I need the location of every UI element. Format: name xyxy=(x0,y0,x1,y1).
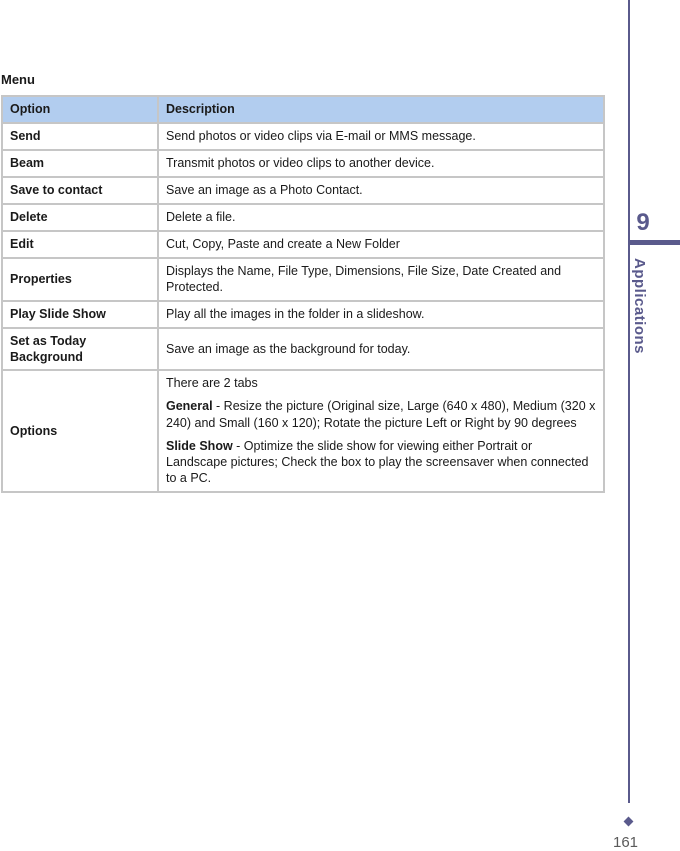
description-cell: Save an image as a Photo Contact. xyxy=(158,177,604,204)
option-cell: Send xyxy=(2,123,158,150)
description-cell: Save an image as the background for today. xyxy=(158,328,604,371)
option-cell: Beam xyxy=(2,150,158,177)
slide-show-tab-text: - Optimize the slide show for viewing either Portrait or Landscape pictures; Check the box to play the screensaver when connected to a PC. xyxy=(166,438,589,486)
option-cell: Set as Today Background xyxy=(2,328,158,371)
table-row-set-as-today-background xyxy=(2,328,604,371)
general-tab-label: General xyxy=(166,399,213,414)
chapter-tab-bar xyxy=(628,240,680,245)
description-cell: Send photos or video clips via E-mail or MMS message. xyxy=(158,123,604,150)
table-row-edit xyxy=(2,231,604,258)
description-cell: Play all the images in the folder in a slideshow. xyxy=(158,301,604,328)
description-cell xyxy=(158,370,604,492)
column-header-option: Option xyxy=(2,96,158,123)
option-cell: Edit xyxy=(2,231,158,258)
slide-show-tab-label: Slide Show xyxy=(166,438,233,453)
option-cell: Save to contact xyxy=(2,177,158,204)
general-tab-text: - Resize the picture (Original size, Large (640 x 480), Medium (320 x 240) and Small (160 x 120); Rotate the picture Left or Right by 90 degrees xyxy=(166,399,596,430)
table-row-options xyxy=(2,370,604,492)
table-row-delete xyxy=(2,204,604,231)
description-cell: Delete a file. xyxy=(158,204,604,231)
option-cell: Properties xyxy=(2,258,158,301)
table-row-save-to-contact xyxy=(2,177,604,204)
general-tab-description xyxy=(166,398,596,431)
option-cell: Delete xyxy=(2,204,158,231)
table-row-play-slide-show xyxy=(2,301,604,328)
slide-show-tab-description xyxy=(166,438,596,487)
menu-options-table xyxy=(1,95,605,493)
table-header-row xyxy=(2,96,604,123)
description-cell: Transmit photos or video clips to another device. xyxy=(158,150,604,177)
table-row-send xyxy=(2,123,604,150)
page-number: 161 xyxy=(613,834,639,851)
table-row-beam xyxy=(2,150,604,177)
chapter-title: Applications xyxy=(631,258,648,355)
menu-heading: Menu xyxy=(1,72,35,87)
description-cell: Cut, Copy, Paste and create a New Folder xyxy=(158,231,604,258)
option-cell: Play Slide Show xyxy=(2,301,158,328)
side-rule xyxy=(628,0,630,803)
options-intro-text: There are 2 tabs xyxy=(166,376,258,390)
diamond-icon xyxy=(624,817,634,827)
table-row-properties xyxy=(2,258,604,301)
column-header-description: Description xyxy=(158,96,604,123)
description-cell: Displays the Name, File Type, Dimensions, File Size, Date Created and Protected. xyxy=(158,258,604,301)
chapter-number: 9 xyxy=(636,209,650,236)
option-cell: Options xyxy=(2,370,158,492)
